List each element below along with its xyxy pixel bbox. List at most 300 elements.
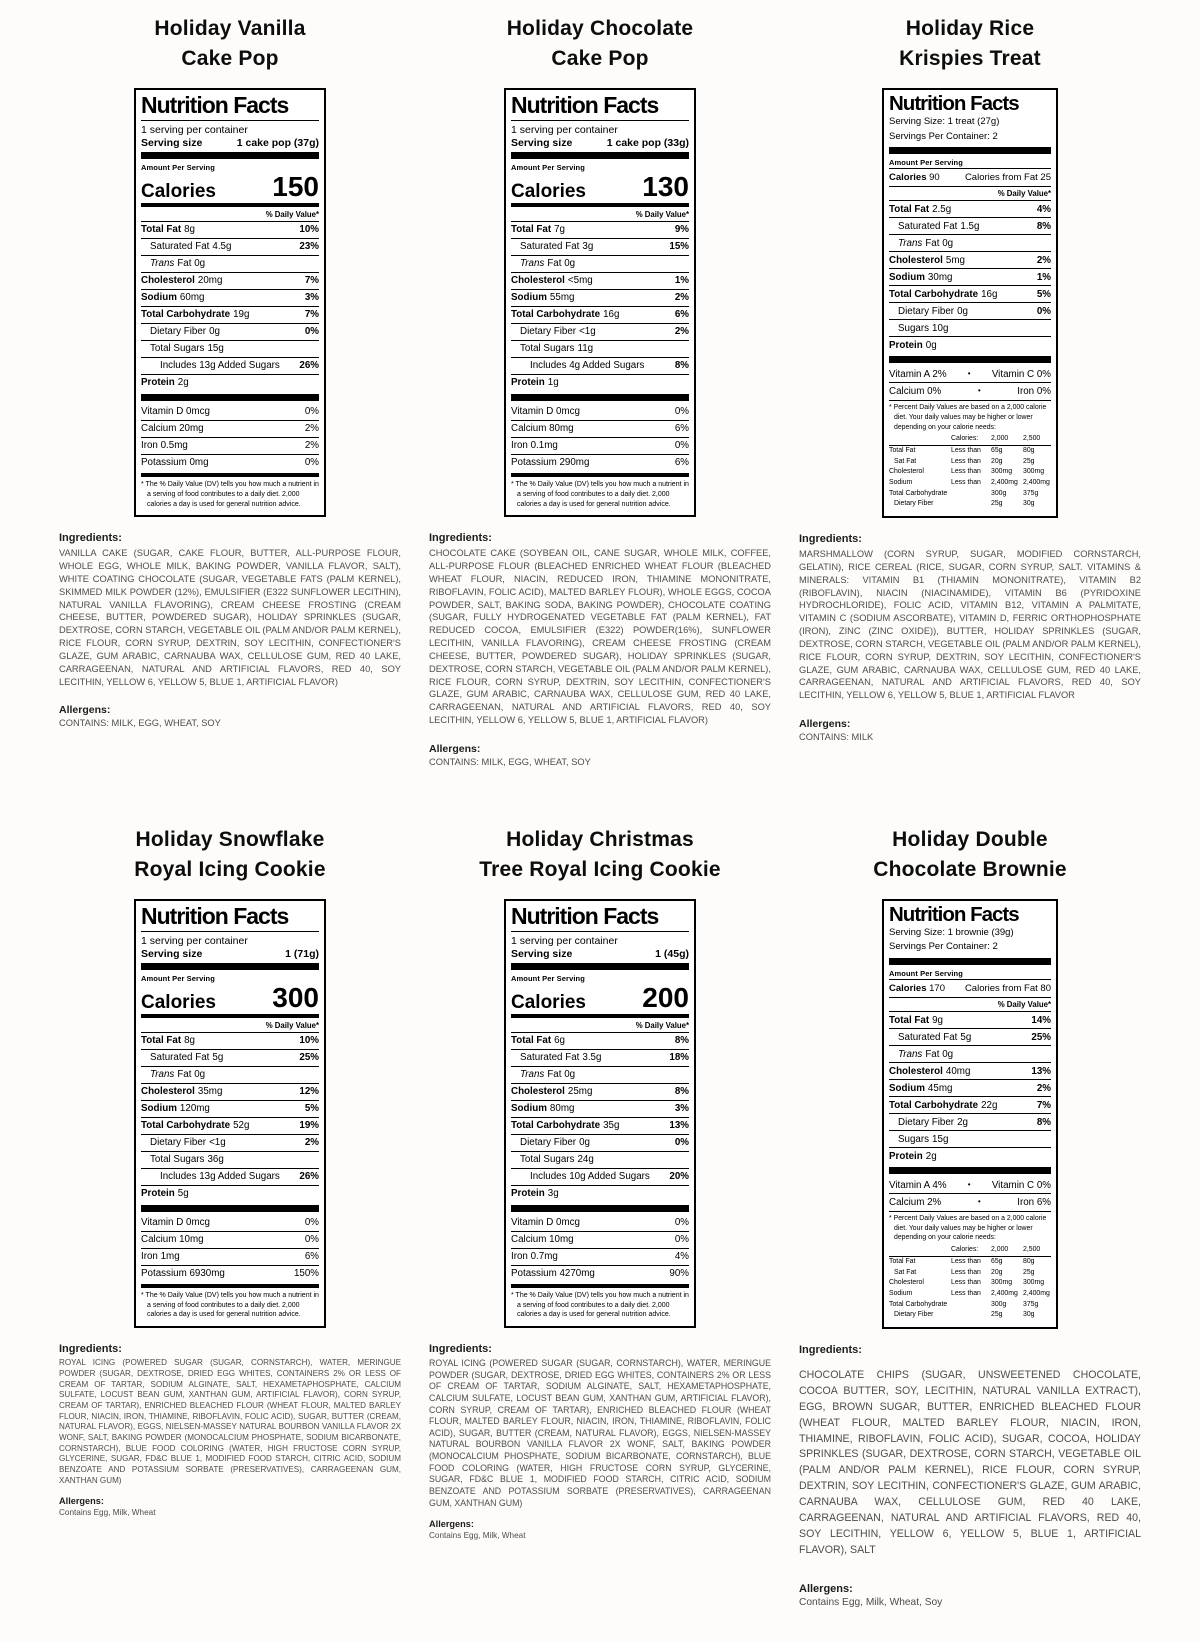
nutrient-rows (141, 221, 319, 391)
nutrient-name: Saturated Fat (150, 241, 210, 253)
dvt-qualifier: Less than (951, 446, 981, 454)
nutrient-row (511, 272, 689, 289)
nutrient-daily-value: 9% (674, 224, 689, 236)
nutrition-facts-label (134, 899, 326, 1328)
nutrient-amount: Fat 0g (925, 1048, 954, 1060)
dvt-value-2000: 300mg (991, 468, 1013, 476)
allergens-block (799, 1583, 1141, 1608)
allergens-heading: Allergens: (59, 1496, 104, 1507)
nutrient-name: Includes 4g Added Sugars (530, 360, 645, 372)
allergens-heading: Allergens: (429, 1519, 474, 1530)
nutrient-amount: 1.5g (960, 220, 980, 232)
nutrient-amount: <1g (579, 326, 596, 338)
product-title-line1: Holiday Chocolate (506, 17, 694, 40)
micronutrient-daily-value: 6% (304, 1251, 319, 1263)
dvt-value-2500: 25g (1023, 457, 1035, 465)
nutrient-daily-value: 8% (674, 360, 689, 372)
nutrient-daily-value: 3% (674, 1103, 689, 1115)
nutrient-name: Cholesterol (889, 1065, 943, 1077)
amount-per-serving: Amount Per Serving (141, 974, 215, 984)
nutrient-row (141, 340, 319, 357)
nutrient-row (889, 1062, 1051, 1079)
product-title-line1: Holiday Double (892, 827, 1048, 851)
product-title-line1: Holiday Rice (905, 17, 1035, 40)
nutrient-amount: 120mg (179, 1103, 210, 1115)
nutrient-name: Total Sugars (150, 1154, 205, 1166)
nutrient-amount: 3.5g (582, 1052, 602, 1064)
nutrient-daily-value: 23% (299, 241, 319, 253)
dvt-nutrient: Dietary Fiber (894, 1311, 934, 1319)
nutrient-amount: Fat 0g (177, 258, 206, 270)
nutrient-row (889, 268, 1051, 285)
micronutrient-name: Calcium 20mg (141, 423, 204, 435)
serving-size-value: 1 cake pop (33g) (606, 137, 689, 150)
nutrient-name: Includes 13g Added Sugars (160, 1171, 280, 1183)
nutrient-row (511, 357, 689, 374)
micronutrient-row (511, 454, 689, 471)
servings-per-container: 1 serving per container (141, 935, 248, 948)
serving-size-value: 1 (45g) (655, 948, 689, 961)
nutrient-name: Total Fat (889, 1014, 930, 1026)
ingredients-text: VANILLA CAKE (SUGAR, CAKE FLOUR, BUTTER, ALL-PURPOSE FLOUR, WHOLE EGG, WHOLE MILK, BAKING POWDER, VANILLA FLAVOR, SALT), WHITE COATING CHOCOLATE (SUGAR, VEGETABLE FATS (PALM KERNEL), SKIMMED MILK POWDER (12%), EMULSIFIER (E322 SUNFLOWER LECITHIN), NATURAL VANILLA FLAVORING), CREAM CHEESE FROSTING (CREAM CHEESE, BUTTER, POWDERED SUGAR), HOLIDAY SPRINKLES (SUGAR, DEXTROSE, CORN STARCH, VEGETABLE OIL (PALM AND/OR PALM KERNEL), RICE FLOUR, CORN SYRUP, DEXTRIN, SOY LECITHIN, CONFECTIONER'S GLAZE, GUM ARABIC, CARNAUBA WAX, CELLULOSE GUM, RED 40 LAKE, CARRAGEENAN, NATURAL AND ARTIFICIAL FLAVORS, RED 40, SOY LECITHIN, YELLOW 6, YELLOW 5, BLUE 1, ARTIFICIAL FLAVOR) (59, 548, 401, 687)
calories-value: 150 (272, 171, 319, 203)
nutrient-name: Trans (150, 1069, 175, 1081)
vitamin-left: Vitamin A 4% (889, 1179, 947, 1191)
nutrient-name: Sodium (511, 292, 547, 304)
thick-bar (889, 147, 1051, 154)
nutrient-row (141, 289, 319, 306)
daily-values-table-row (889, 1310, 1051, 1321)
medium-bar (511, 1284, 689, 1288)
nutrient-name: Sodium (141, 1103, 177, 1115)
serving-size-row (141, 137, 319, 149)
calories-label: Calories (889, 172, 927, 184)
nutrient-daily-value: 5% (304, 1103, 319, 1115)
ingredients-heading: Ingredients: (429, 1343, 492, 1356)
nutrient-name: Total Fat (889, 203, 930, 215)
dvt-value-2000: 65g (991, 1257, 1003, 1265)
calories-row (141, 982, 319, 1014)
dvt-value-2000: 2,400mg (991, 1289, 1018, 1297)
thick-bar (141, 1205, 319, 1212)
bullet-separator: • (967, 1179, 971, 1189)
micronutrient-row (141, 420, 319, 437)
servings-per-container: 1 serving per container (511, 935, 618, 948)
nutrient-name: Trans (898, 1048, 923, 1060)
label-footnote: * The % Daily Value (DV) tells you how much a nutrient in a serving of food contributes to a daily diet. 2,000 calories a day is used for general nutrition advice. (141, 480, 319, 508)
nutrient-daily-value: 19% (299, 1120, 319, 1132)
nutrient-amount: 19g (233, 309, 250, 321)
micronutrient-row (141, 1231, 319, 1248)
allergens-block (799, 718, 1141, 742)
medium-bar (141, 203, 319, 207)
label-divider (511, 120, 689, 121)
nutrient-daily-value: 25% (299, 1052, 319, 1064)
dvt-nutrient: Sodium (889, 1289, 913, 1297)
nutrient-amount: 0g (209, 326, 220, 338)
nutrient-row (511, 1134, 689, 1151)
nutrient-row (141, 272, 319, 289)
dvt-value-2500: 30g (1023, 1311, 1035, 1319)
nutrient-daily-value: 8% (674, 1086, 689, 1098)
nutrient-amount: 80mg (549, 1103, 575, 1115)
nutrient-row (889, 1045, 1051, 1062)
dvt-value-2500: 300mg (1023, 1279, 1045, 1287)
micronutrient-name: Vitamin D 0mcg (141, 1217, 210, 1229)
daily-values-table-row (889, 1278, 1051, 1289)
micronutrient-daily-value: 0% (674, 440, 689, 452)
vitamin-left: Vitamin A 2% (889, 368, 947, 380)
daily-values-table (889, 1245, 1051, 1321)
nutrient-amount: 25mg (567, 1086, 593, 1098)
nutrient-row (889, 1113, 1051, 1130)
dvt-value-2000: 65g (991, 446, 1003, 454)
nutrient-amount: 3g (547, 1188, 559, 1200)
nutrient-row (511, 306, 689, 323)
nutrient-row (889, 336, 1051, 353)
dvt-col-2500: 2,500 (1023, 435, 1041, 443)
calories-value: 170 (929, 983, 945, 995)
daily-values-table-row (889, 457, 1051, 468)
product-title-line2: Tree Royal Icing Cookie (479, 858, 721, 882)
nutrient-amount: 5g (177, 1188, 189, 1200)
nutrient-daily-value: 5% (1036, 288, 1051, 300)
nutrition-facts-label (882, 899, 1058, 1329)
daily-value-header: % Daily Value* (265, 1020, 319, 1030)
daily-value-header: % Daily Value* (889, 997, 1051, 1011)
micronutrient-rows (141, 1215, 319, 1282)
nutrient-name: Trans (520, 1069, 545, 1081)
micronutrient-daily-value: 0% (304, 406, 319, 418)
micronutrient-name: Potassium 0mg (141, 457, 209, 469)
nutrient-daily-value: 14% (1031, 1014, 1051, 1026)
product-title-line1: Holiday Snowflake (135, 827, 325, 851)
nutrition-label-host (882, 899, 1058, 1329)
nutrient-row (511, 1151, 689, 1168)
medium-bar (141, 1284, 319, 1288)
nutrient-row (141, 255, 319, 272)
nutrient-row (889, 302, 1051, 319)
nutrient-daily-value: 2% (1036, 1082, 1051, 1094)
amount-per-serving: Amount Per Serving (889, 158, 963, 168)
nutrient-amount: 40mg (945, 1065, 971, 1077)
dvt-empty-cell (889, 1245, 951, 1256)
dvt-value-2500: 30g (1023, 500, 1035, 508)
micronutrient-daily-value: 0% (304, 457, 319, 469)
amount-per-serving: Amount Per Serving (889, 969, 963, 979)
label-divider (511, 931, 689, 932)
micronutrient-row (141, 1265, 319, 1282)
serving-size-row (141, 948, 319, 960)
nutrient-daily-value: 2% (674, 326, 689, 338)
calories-row (511, 982, 689, 1014)
nutrient-row (141, 357, 319, 374)
dvt-qualifier: Less than (951, 1268, 981, 1276)
nutrient-name: Saturated Fat (898, 1031, 958, 1043)
allergens-block (429, 1519, 771, 1540)
serving-size-value: 1 cake pop (37g) (236, 137, 319, 150)
nutrient-amount: 15g (207, 343, 224, 355)
allergens-text: Contains Egg, Milk, Wheat, Soy (799, 1596, 943, 1608)
calories-row (889, 979, 1051, 997)
dvt-value-2000: 25g (991, 500, 1003, 508)
nutrient-name: Total Carbohydrate (141, 309, 231, 321)
nutrient-daily-value: 1% (1036, 271, 1051, 283)
nutrition-facts-heading: Nutrition Facts (141, 91, 289, 118)
nutrient-name: Dietary Fiber (520, 1137, 577, 1149)
nutrient-name: Total Carbohydrate (511, 1120, 601, 1132)
nutrient-amount: 36g (207, 1154, 224, 1166)
dvt-value-2500: 2,400mg (1023, 1289, 1050, 1297)
servings-per-container-line: Servings Per Container: 2 (889, 941, 998, 953)
product-text-block (799, 533, 1141, 742)
nutrient-name: Trans (150, 258, 175, 270)
product-text-block (59, 1343, 401, 1517)
allergens-heading: Allergens: (59, 704, 111, 717)
nutrient-name: Cholesterol (511, 275, 565, 287)
nutrient-daily-value: 13% (669, 1120, 689, 1132)
micronutrient-row (511, 420, 689, 437)
nutrient-amount: 52g (233, 1120, 250, 1132)
product-text-block (59, 532, 401, 728)
thick-bar (141, 394, 319, 401)
nutrient-daily-value: 0% (674, 1137, 689, 1149)
nutrition-facts-label (134, 88, 326, 517)
dvt-value-2000: 25g (991, 1311, 1003, 1319)
nutrient-amount: <5mg (567, 275, 593, 287)
nutrient-row (889, 1130, 1051, 1147)
ingredients-heading: Ingredients: (429, 532, 492, 545)
nutrient-row (511, 238, 689, 255)
serving-size-label: Serving size (511, 948, 573, 961)
dvt-qualifier: Less than (951, 1279, 981, 1287)
daily-values-table-row (889, 1257, 1051, 1268)
micronutrient-daily-value: 0% (674, 406, 689, 418)
nutrient-daily-value: 7% (304, 309, 319, 321)
nutrient-name: Total Carbohydrate (141, 1120, 231, 1132)
daily-values-table-row (889, 446, 1051, 457)
micronutrient-row (141, 454, 319, 471)
dvt-col-2000: 2,000 (991, 435, 1009, 443)
nutrient-row (511, 255, 689, 272)
allergens-text: CONTAINS: MILK (799, 732, 874, 743)
nutrient-row (141, 374, 319, 391)
medium-bar (511, 203, 689, 207)
nutrient-amount: 24g (577, 1154, 594, 1166)
serving-size-label: Serving size (141, 948, 203, 961)
medium-bar (141, 1014, 319, 1018)
nutrient-row (889, 234, 1051, 251)
daily-value-header: % Daily Value* (265, 209, 319, 219)
allergens-block (429, 743, 771, 767)
daily-values-table-header (889, 434, 1051, 446)
nutrient-name: Sodium (889, 1082, 925, 1094)
nutrient-amount: 9g (932, 1014, 943, 1026)
nutrient-amount: 0g (925, 339, 937, 351)
dvt-qualifier (951, 1310, 991, 1321)
nutrient-name: Sugars (898, 322, 930, 334)
product-title (479, 825, 721, 886)
vitamin-pair-row (889, 1193, 1051, 1210)
label-footnote: * Percent Daily Values are based on a 2,000 calorie diet. Your daily values may be higher or lower depending on your calorie needs: (889, 400, 1051, 434)
nutrient-name: Protein (889, 1150, 923, 1162)
dvt-value-2500: 375g (1023, 1300, 1039, 1308)
nutrient-row (141, 1049, 319, 1066)
product-title (899, 14, 1041, 75)
micronutrient-daily-value: 6% (674, 457, 689, 469)
nutrient-name: Sodium (141, 292, 177, 304)
dvt-value-2000: 20g (991, 457, 1003, 465)
nutrient-daily-value: 1% (674, 275, 689, 287)
nutrient-amount: 7g (554, 224, 565, 236)
nutrient-amount: 35g (603, 1120, 620, 1132)
nutrient-row (889, 319, 1051, 336)
calories-from-fat: Calories from Fat 25 (964, 172, 1051, 184)
micronutrient-name: Potassium 290mg (511, 457, 590, 469)
nutrient-row (511, 1168, 689, 1185)
thick-bar (511, 152, 689, 159)
nutrient-amount: 22g (981, 1099, 998, 1111)
dvt-qualifier (951, 499, 991, 510)
vitamin-right: Iron 0% (1017, 385, 1051, 397)
allergens-heading: Allergens: (799, 1582, 853, 1595)
dvt-nutrient: Sat Fat (894, 1268, 917, 1276)
nutrient-amount: 5g (212, 1052, 224, 1064)
nutrient-amount: 5g (960, 1031, 972, 1043)
micronutrient-name: Iron 0.5mg (141, 440, 188, 452)
nutrient-row (511, 289, 689, 306)
nutrient-daily-value: 8% (674, 1035, 689, 1047)
medium-bar (511, 473, 689, 477)
nutrient-daily-value: 0% (304, 326, 319, 338)
nutrient-row (511, 323, 689, 340)
nutrient-row (141, 238, 319, 255)
micronutrient-daily-value: 0% (674, 1234, 689, 1246)
nutrient-row (889, 285, 1051, 302)
nutrition-label-host (134, 899, 326, 1328)
nutrient-row (889, 1028, 1051, 1045)
nutrient-row (511, 340, 689, 357)
micronutrient-daily-value: 0% (674, 1217, 689, 1229)
nutrient-row (889, 1147, 1051, 1164)
ingredients-text: CHOCOLATE CAKE (SOYBEAN OIL, CANE SUGAR, WHOLE MILK, COFFEE, ALL-PURPOSE FLOUR (BLEACHED ENRICHED WHEAT FLOUR (BLEACHED WHEAT FLOUR, NIACIN, REDUCED IRON, THIAMINE MONONITRATE, RIBOFLAVIN, FOLIC ACID), MALTED BARLEY FLOUR), WHOLE EGGS, COCOA POWDER, SALT, BAKING SODA, BAKING POWDER), CHOCOLATE COATING (SUGAR, FULLY HYDROGENATED VEGETABLE FAT (PALM KERNEL), FAT REDUCED COCOA, EMULSIFIER (E322) POWDER(16%), SUNFLOWER LECITHIN, VANILLA FLAVORING), CREAM CHEESE FROSTING (CREAM CHEESE, BUTTER, POWDERED SUGAR), HOLIDAY SPRINKLES (SUGAR, DEXTROSE, CORN STARCH, VEGETABLE OIL (PALM AND/OR PALM KERNEL), RICE FLOUR, CORN SYRUP, DEXTRIN, SOY LECITHIN, CONFECTIONER'S GLAZE, GUM ARABIC, CARNAUBA WAX, CELLULOSE GUM, RED 40 LAKE, CARRAGEENAN, NATURAL AND ARTIFICIAL FLAVORS, RED 40, SOY LECITHIN, YELLOW 6, YELLOW 5, BLUE 1, ARTIFICIAL FLAVOR) (429, 548, 771, 726)
nutrient-row (889, 251, 1051, 268)
nutrient-amount: 1g (547, 377, 559, 389)
product-card (422, 14, 778, 767)
serving-size-label: Serving size (141, 137, 203, 150)
daily-value-header: % Daily Value* (635, 1020, 689, 1030)
nutrient-amount: 15g (932, 1133, 949, 1145)
micronutrient-rows (511, 1215, 689, 1282)
daily-value-header: % Daily Value* (635, 209, 689, 219)
micronutrient-row (511, 1248, 689, 1265)
nutrient-amount: 0g (579, 1137, 590, 1149)
vitamin-pair-row (889, 366, 1051, 382)
nutrient-row (511, 374, 689, 391)
nutrient-amount: 8g (184, 1035, 195, 1047)
amount-per-serving: Amount Per Serving (511, 163, 585, 173)
thick-bar (511, 963, 689, 970)
product-title-line1: Holiday Christmas (506, 827, 694, 851)
product-title (134, 825, 325, 886)
serving-size-line: Serving Size: 1 treat (27g) (889, 115, 1000, 127)
thick-bar (889, 1167, 1051, 1174)
nutrient-name: Saturated Fat (150, 1052, 210, 1064)
dvt-qualifier (951, 489, 991, 500)
calories-value: 300 (272, 982, 319, 1014)
nutrient-daily-value: 10% (299, 224, 319, 236)
dvt-nutrient: Total Fat (889, 446, 916, 454)
nutrient-row (889, 200, 1051, 217)
medium-bar (141, 473, 319, 477)
nutrition-facts-heading: Nutrition Facts (511, 902, 659, 929)
amount-per-serving: Amount Per Serving (511, 974, 585, 984)
nutrient-name: Cholesterol (141, 1086, 195, 1098)
nutrient-amount: <1g (209, 1137, 226, 1149)
serving-size-row (511, 948, 689, 960)
micronutrient-daily-value: 6% (674, 423, 689, 435)
nutrition-label-host (504, 899, 696, 1328)
calories-label: Calories (141, 180, 216, 202)
ingredients-text: ROYAL ICING (POWERED SUGAR (SUGAR, CORNSTARCH), WATER, MERINGUE POWDER (SUGAR, DEXTROSE, DRIED EGG WHITES, CONTAINERS 2% OR LESS OF CREAM OF TARTAR, SODIUM ALGINATE, SALT, HEXAMETAPHOSPHATE, CALCIUM SULFATE, LOCUST BEAN GUM, XANTHAN GUM, ARTIFICIAL FLAVOR), CORN SYRUP, CREAM OF TARTAR), ENRICHED BLEACHED FLOUR (WHEAT FLOUR, MALTED BARLEY FLOUR, NIACIN, IRON, THIAMINE, RIBOFLAVIN, FOLIC ACID), SUGAR, BUTTER (CREAM, NATURAL FLAVOR), EGGS, NIELSEN-MASSEY NATURAL BOURBON VANILLA FLAVOR 2X WONF, SALT, BAKING POWDER (MONOCALCIUM PHOSPHATE, SODIUM BICARBONATE, CORNSTARCH), BLUE FOOD COLORING (WATER, HIGH FRUCTOSE CORN SYRUP, GLYCERINE, SUGAR, FD&C BLUE 1, MODIFIED FOOD STARCH, CITRIC ACID, SODIUM BENZOATE AND POTASSIUM SORBATE (PRESERVATIVES), CARRAGEENAN GUM, XANTHAN GUM) (429, 1358, 771, 1508)
nutrition-label-host (134, 88, 326, 517)
servings-per-container-line: Servings Per Container: 2 (889, 130, 998, 142)
product-text-block (429, 1343, 771, 1540)
nutrient-amount: Fat 0g (547, 1069, 576, 1081)
ingredients-text: CHOCOLATE CHIPS (SUGAR, UNSWEETENED CHOCOLATE, COCOA BUTTER, SOY, LECITHIN, NATURAL VANILLA EXTRACT), EGG, BROWN SUGAR, BUTTER, ENRICHED BLEACHED FLOUR (WHEAT FLOUR, MALTED BARLEY FLOUR, NIACIN, IRON, THIAMINE, RIBOFLAVIN, FOLIC ACID), SUGAR, COCOA, HOLIDAY SPRINKLES (SUGAR, DEXTROSE, CORN STARCH, VEGETABLE OIL (PALM AND/OR PALM KERNEL), RICE FLOUR, CORN SYRUP, DEXTRIN, SOY LECITHIN, CONFECTIONER'S GLAZE, GUM ARABIC, CARNAUBA WAX, CELLULOSE GUM, RED 40 LAKE, CARRAGEENAN, NATURAL AND ARTIFICIAL FLAVORS, RED 40, SOY LECITHIN, YELLOW 6, YELLOW 5, BLUE 1, ARTIFICIAL FLAVOR), SALT (799, 1369, 1141, 1556)
calories-left (889, 983, 945, 994)
amount-per-serving: Amount Per Serving (141, 163, 215, 173)
micronutrient-name: Calcium 80mg (511, 423, 574, 435)
nutrition-facts-label (882, 88, 1058, 518)
product-text-block (799, 1344, 1141, 1608)
product-card (792, 14, 1148, 767)
dvt-value-2000: 300mg (991, 1279, 1013, 1287)
daily-value-header: % Daily Value* (889, 186, 1051, 200)
thick-bar (141, 963, 319, 970)
daily-values-table-row (889, 489, 1051, 500)
dvt-qualifier: Less than (951, 479, 981, 486)
dvt-value-2000: 2,400mg (991, 479, 1018, 486)
nutrient-rows (511, 221, 689, 391)
thick-bar (889, 958, 1051, 965)
nutrient-name: Protein (511, 377, 545, 389)
nutrient-name: Total Sugars (150, 343, 205, 355)
nutrient-name: Trans (898, 237, 923, 249)
nutrient-name: Total Fat (511, 224, 552, 236)
nutrient-amount: 20mg (197, 275, 223, 287)
nutrient-row (141, 221, 319, 238)
micronutrient-daily-value: 2% (304, 423, 319, 435)
micronutrient-name: Iron 0.7mg (511, 1251, 558, 1263)
nutrient-row (141, 1100, 319, 1117)
ingredients-text: MARSHMALLOW (CORN SYRUP, SUGAR, MODIFIED CORNSTARCH, GELATIN), RICE CEREAL (RICE, SUGAR, CORN SYRUP, SALT. VITAMINS & MINERALS: VITAMIN B1 (THIAMIN MONONITRATE), VITAMIN B2 (RIBOFLAVIN), NIACIN (NIACINAMIDE), VITAMIN B6 (PYRIDOXINE HYDROCHLORIDE), FOLIC ACID, VITAMIN B12, VITAMIN A PALMITATE, VITAMIN C (SODIUM ASCORBATE), VITAMIN D, FERRIC ORTHOPHOSPHATE (IRON), ZINC (ZINC OXIDE)), BUTTER, HOLIDAY SPRINKLES (SUGAR, DEXTROSE, CORN STARCH, VEGETABLE OIL (PALM AND/OR PALM KERNEL), RICE FLOUR, CORN SYRUP, DEXTRIN, SOY LECITHIN, CONFECTIONER'S GLAZE, GUM ARABIC, CARNAUBA WAX, CELLULOSE GUM, RED 40 LAKE, CARRAGEENAN, NATURAL AND ARTIFICIAL FLAVORS, RED 40, SOY LECITHIN, YELLOW 6, YELLOW 5, BLUE 1, ARTIFICIAL FLAVOR (799, 549, 1141, 701)
nutrient-name: Saturated Fat (520, 1052, 580, 1064)
dvt-col-2000: 2,000 (991, 1246, 1009, 1254)
nutrient-row (511, 1032, 689, 1049)
micronutrient-daily-value: 2% (304, 440, 319, 452)
nutrient-amount: 10g (932, 322, 949, 334)
product-card (422, 825, 778, 1608)
nutrient-name: Saturated Fat (520, 241, 580, 253)
nutrient-name: Total Fat (141, 1035, 182, 1047)
nutrient-amount: 35mg (197, 1086, 223, 1098)
daily-values-table-row (889, 1300, 1051, 1311)
thick-bar (511, 1205, 689, 1212)
product-card (792, 825, 1148, 1608)
nutrient-amount: 0g (957, 305, 968, 317)
nutrient-name: Protein (889, 339, 923, 351)
